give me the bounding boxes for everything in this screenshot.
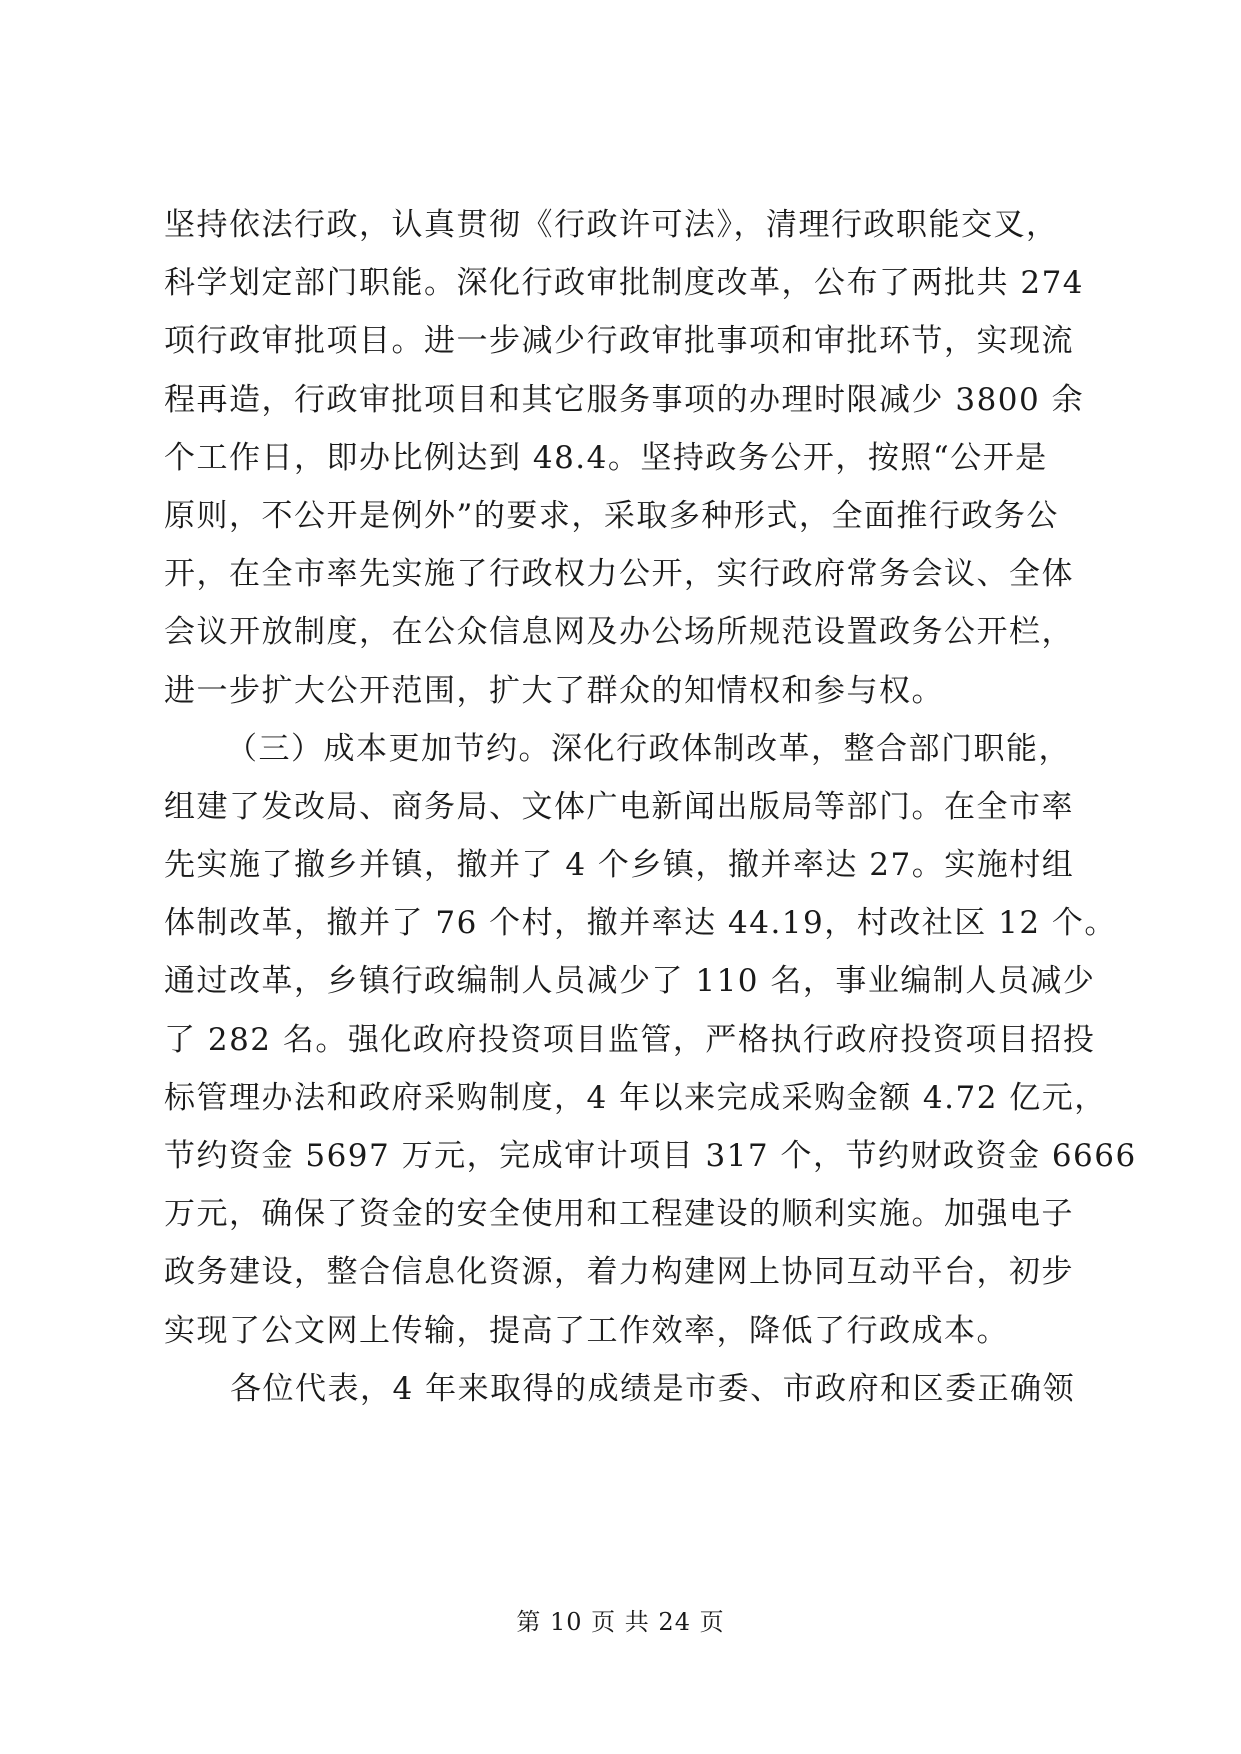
text-line: 了 282 名。强化政府投资项目监管，严格执行政府投资项目招投 <box>164 1021 1096 1058</box>
body-text <box>164 196 1137 1418</box>
text-line: 开，在全市率先实施了行政权力公开，实行政府常务会议、全体 <box>164 556 1074 593</box>
text-line: 通过改革，乡镇行政编制人员减少了 110 名，事业编制人员减少 <box>164 963 1096 1000</box>
text-line: 实现了公文网上传输，提高了工作效率，降低了行政成本。 <box>164 1312 1009 1349</box>
text-line: 组建了发改局、商务局、文体广电新闻出版局等部门。在全市率 <box>164 788 1074 825</box>
text-line: 进一步扩大公开范围，扩大了群众的知情权和参与权。 <box>164 672 944 709</box>
text-line: 原则，不公开是例外”的要求，采取多种形式，全面推行政务公 <box>164 497 1059 534</box>
text-line: 体制改革，撤并了 76 个村，撤并率达 44.19，村改社区 12 个。 <box>164 905 1117 942</box>
text-line: 坚持依法行政，认真贯彻《行政许可法》，清理行政职能交叉， <box>164 207 1059 243</box>
section-heading-line: （三）成本更加节约。深化行政体制改革，整合部门职能， <box>226 730 1071 767</box>
text-line: 政务建设，整合信息化资源，着力构建网上协同互动平台，初步 <box>164 1254 1074 1291</box>
text-line: 个工作日，即办比例达到 48.4。坚持政务公开，按照“公开是 <box>164 439 1048 476</box>
text-line: 程再造，行政审批项目和其它服务事项的办理时限减少 3800 余 <box>164 381 1085 418</box>
text-line: 项行政审批项目。进一步减少行政审批事项和审批环节，实现流 <box>164 323 1074 360</box>
text-line: 标管理办法和政府采购制度，4 年以来完成采购金额 4.72 亿元， <box>164 1079 1107 1116</box>
text-line: 会议开放制度，在公众信息网及办公场所规范设置政务公开栏， <box>164 614 1074 651</box>
page-number-footer: 第 10 页 共 24 页 <box>516 1608 725 1636</box>
text-line: 节约资金 5697 万元，完成审计项目 317 个，节约财政资金 6666 <box>164 1138 1137 1174</box>
text-line: 先实施了撤乡并镇，撤并了 4 个乡镇，撤并率达 27。实施村组 <box>164 847 1075 884</box>
paragraph-start-line: 各位代表，4 年来取得的成绩是市委、市政府和区委正确领 <box>230 1370 1076 1407</box>
text-line: 科学划定部门职能。深化行政审批制度改革，公布了两批共 274 <box>164 265 1085 302</box>
text-line: 万元，确保了资金的安全使用和工程建设的顺利实施。加强电子 <box>164 1196 1074 1233</box>
